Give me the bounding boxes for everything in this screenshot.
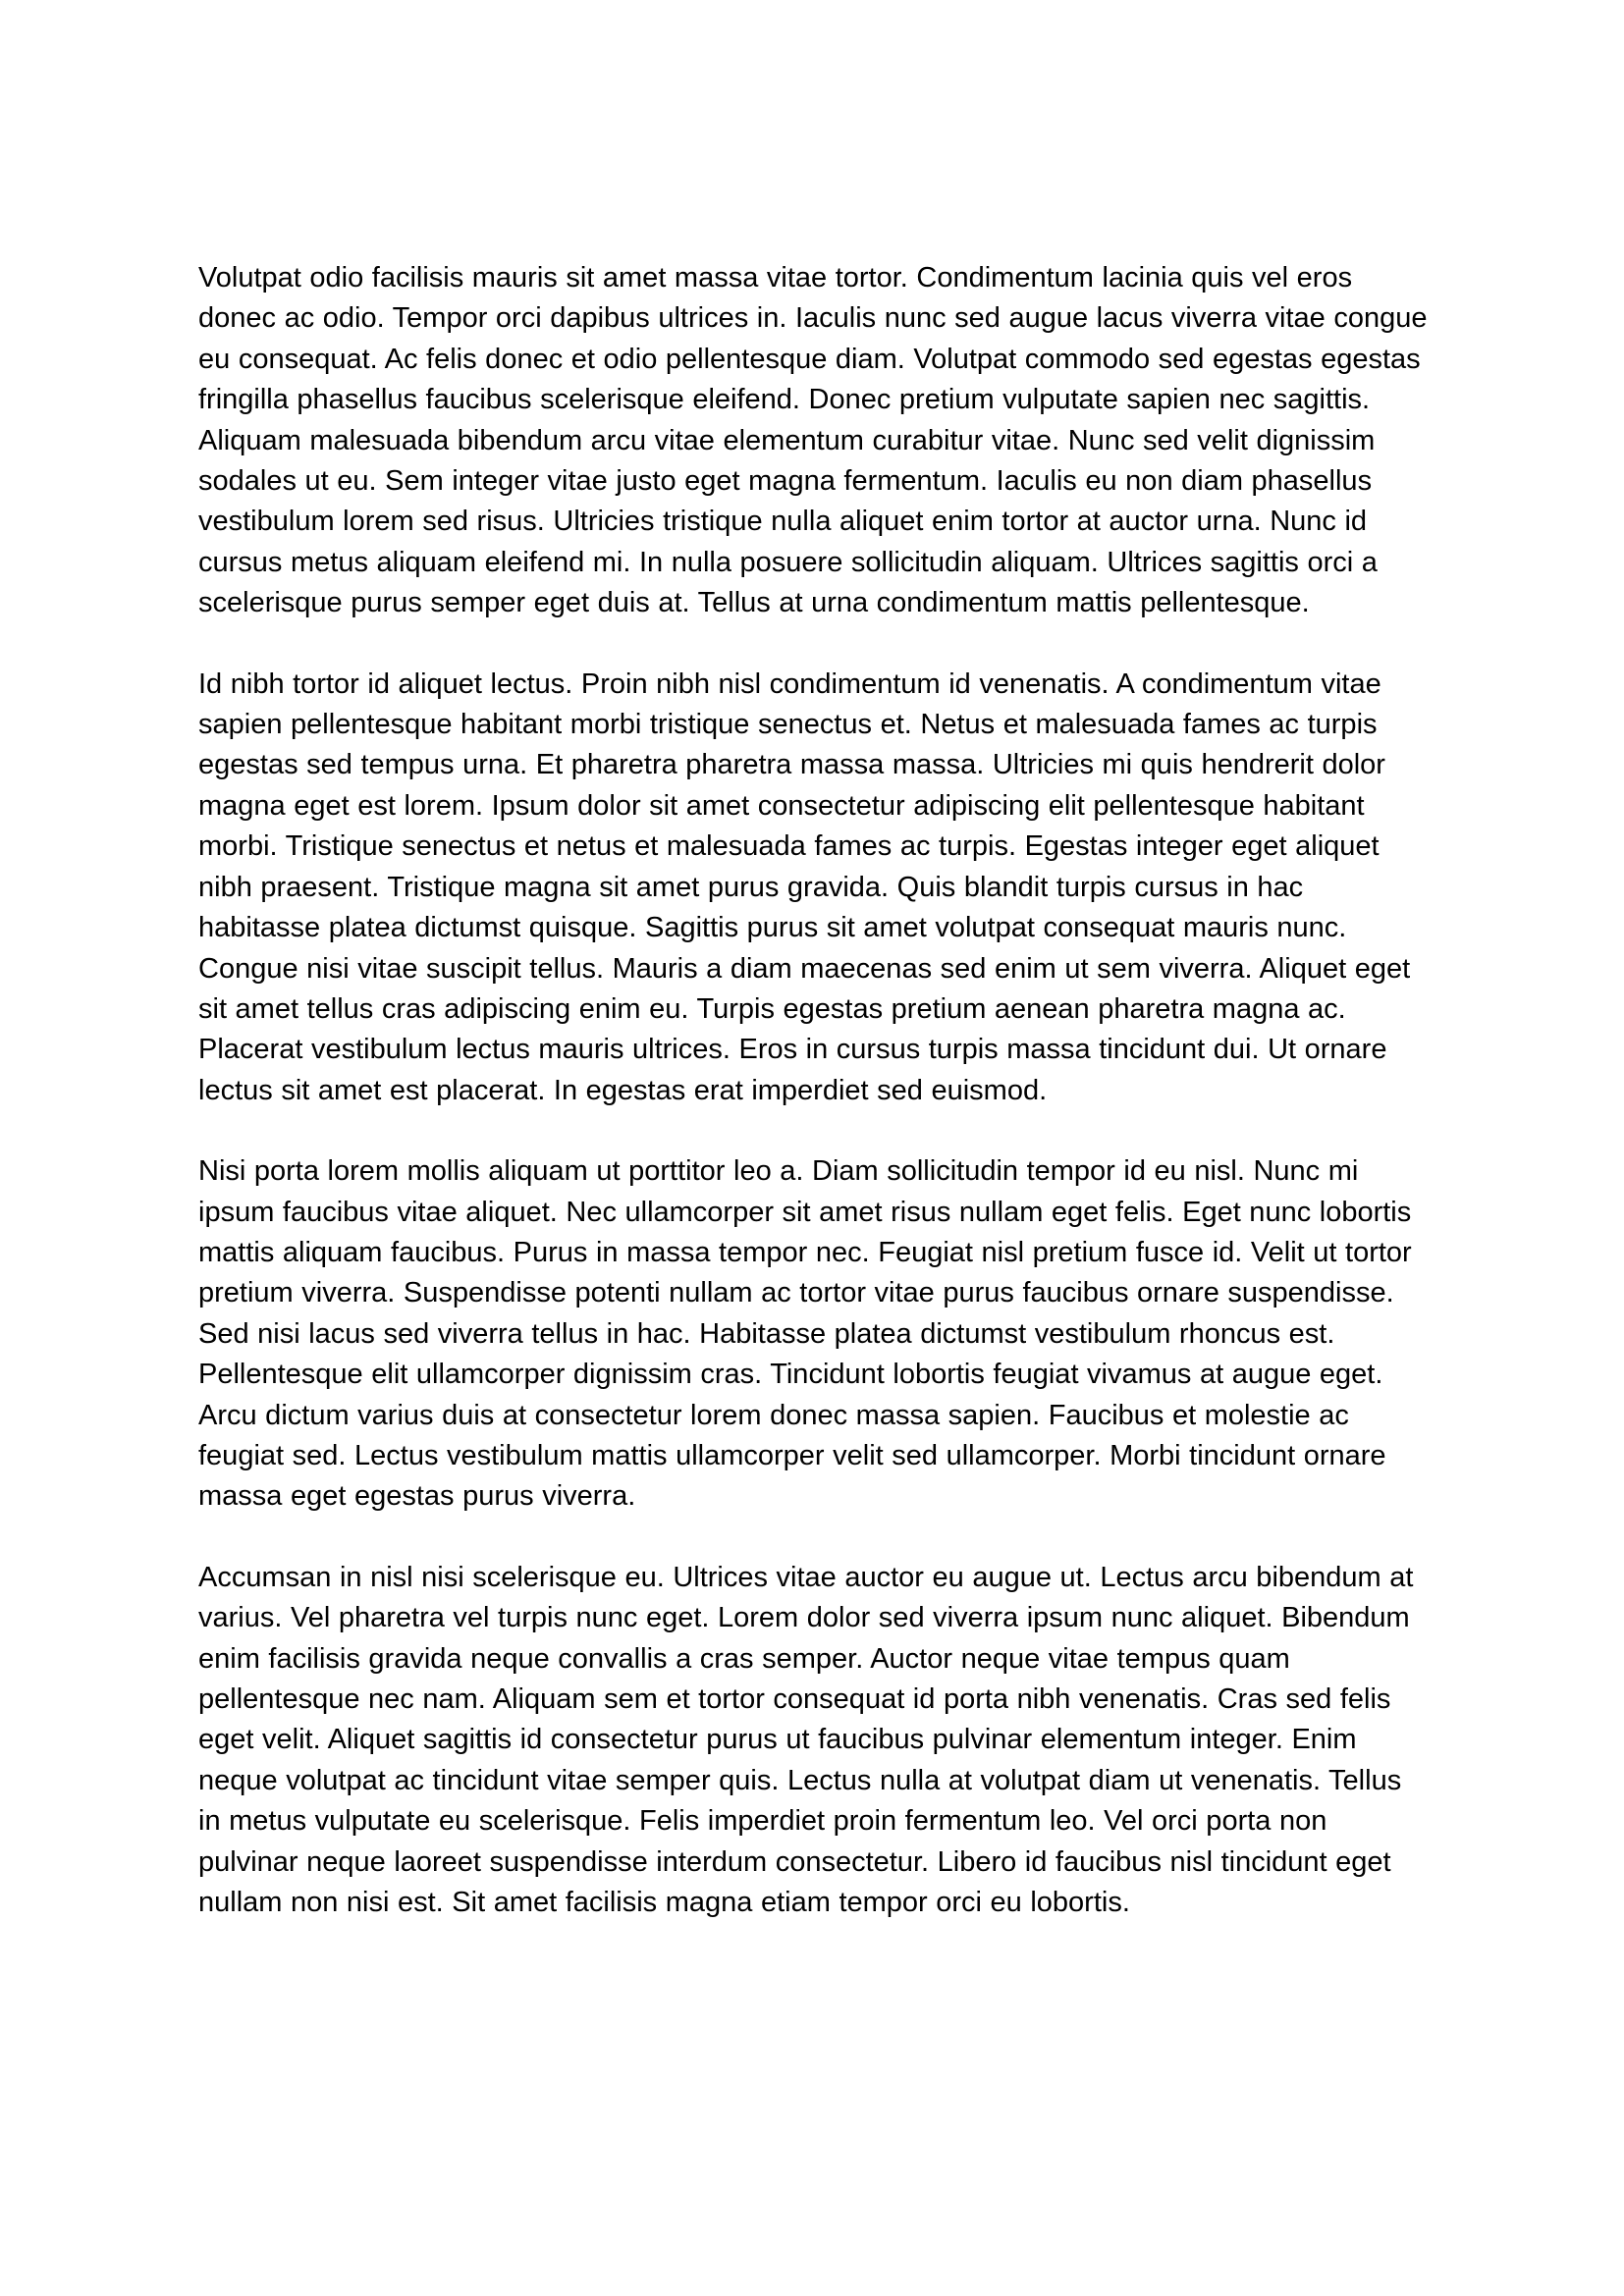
- paragraph-4: Accumsan in nisl nisi scelerisque eu. Ultrices vitae auctor eu augue ut. Lectus arcu bibendum at varius. Vel pharetra vel turpis nunc eget. Lorem dolor sed viverra ipsum nunc aliquet. Bibendum enim facilisis gravida neque convallis a cras semper. Auctor neque vitae tempus quam pellentesque nec nam. Aliquam sem et tortor consequat id porta nibh venenatis. Cras sed felis eget velit. Aliquet sagittis id consectetur purus ut faucibus pulvinar elementum integer. Enim neque volutpat ac tincidunt vitae semper quis. Lectus nulla at volutpat diam ut venenatis. Tellus in metus vulputate eu scelerisque. Felis imperdiet proin fermentum leo. Vel orci porta non pulvinar neque laoreet suspendisse interdum consectetur. Libero id faucibus nisl tincidunt eget nullam non nisi est. Sit amet facilisis magna etiam tempor orci eu lobortis.: [198, 1561, 1414, 1919]
- paragraph-1: Volutpat odio facilisis mauris sit amet massa vitae tortor. Condimentum lacinia quis vel eros donec ac odio. Tempor orci dapibus ultrices in. Iaculis nunc sed augue lacus viverra vitae congue eu consequat. Ac felis donec et odio pellentesque diam. Volutpat commodo sed egestas egestas fringilla phasellus faucibus scelerisque eleifend. Donec pretium vulputate sapien nec sagittis. Aliquam malesuada bibendum arcu vitae elementum curabitur vitae. Nunc sed velit dignissim sodales ut eu. Sem integer vitae justo eget magna fermentum. Iaculis eu non diam phasellus vestibulum lorem sed risus. Ultricies tristique nulla aliquet enim tortor at auctor urna. Nunc id cursus metus aliquam eleifend mi. In nulla posuere sollicitudin aliquam. Ultrices sagittis orci a scelerisque purus semper eget duis at. Tellus at urna condimentum mattis pellentesque.: [198, 262, 1428, 619]
- paragraph-3: Nisi porta lorem mollis aliquam ut porttitor leo a. Diam sollicitudin tempor id eu nisl. Nunc mi ipsum faucibus vitae aliquet. Nec ullamcorper sit amet risus nullam eget felis. Eget nunc lobortis mattis aliquam faucibus. Purus in massa tempor nec. Feugiat nisl pretium fusce id. Velit ut tortor pretium viverra. Suspendisse potenti nullam ac tortor vitae purus faucibus ornare suspendisse. Sed nisi lacus sed viverra tellus in hac. Habitasse platea dictumst vestibulum rhoncus est. Pellentesque elit ullamcorper dignissim cras. Tincidunt lobortis feugiat vivamus at augue eget. Arcu dictum varius duis at consectetur lorem donec massa sapien. Faucibus et molestie ac feugiat sed. Lectus vestibulum mattis ullamcorper velit sed ullamcorper. Morbi tincidunt ornare massa eget egestas purus viverra.: [198, 1155, 1412, 1513]
- paragraph-2: Id nibh tortor id aliquet lectus. Proin nibh nisl condimentum id venenatis. A condimentum vitae sapien pellentesque habitant morbi tristique senectus et. Netus et malesuada fames ac turpis egestas sed tempus urna. Et pharetra pharetra massa massa. Ultricies mi quis hendrerit dolor magna eget est lorem. Ipsum dolor sit amet consectetur adipiscing elit pellentesque habitant morbi. Tristique senectus et netus et malesuada fames ac turpis. Egestas integer eget aliquet nibh praesent. Tristique magna sit amet purus gravida. Quis blandit turpis cursus in hac habitasse platea dictumst quisque. Sagittis purus sit amet volutpat consequat mauris nunc. Congue nisi vitae suscipit tellus. Mauris a diam maecenas sed enim ut sem viverra. Aliquet eget sit amet tellus cras adipiscing enim eu. Turpis egestas pretium aenean pharetra magna ac. Placerat vestibulum lectus mauris ultrices. Eros in cursus turpis massa tincidunt dui. Ut ornare lectus sit amet est placerat. In egestas erat imperdiet sed euismod.: [198, 667, 1411, 1106]
